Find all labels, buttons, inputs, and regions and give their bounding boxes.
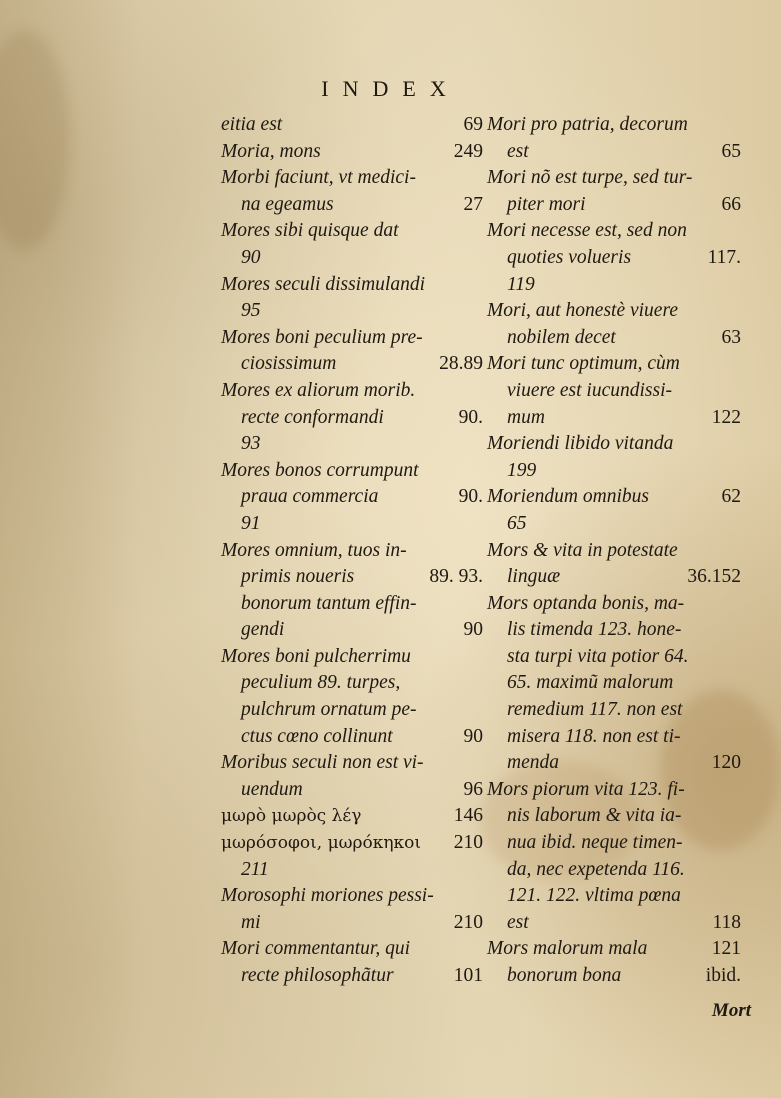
page-reference: 36.152 (687, 566, 741, 588)
page-reference: 146 (453, 805, 483, 827)
entry-text: Morbi faciunt, vt medici- (221, 167, 416, 189)
entry-text: 119 (507, 273, 535, 295)
entry-continuation-line (221, 697, 483, 724)
page-reference: 63 (721, 326, 741, 348)
entry-continuation-line (487, 325, 741, 352)
entry-text: Mors optanda bonis, ma- (487, 592, 685, 614)
entry-headword-line (487, 777, 741, 804)
index-entry (221, 325, 483, 378)
entry-continuation-line (221, 724, 483, 751)
entry-text: viuere est iucundissi- (507, 379, 672, 401)
index-entry (221, 803, 483, 830)
page-reference: 210 (453, 911, 483, 933)
entry-text: remedium 117. non est (507, 699, 683, 721)
entry-text: Mori commentantur, qui (221, 938, 411, 960)
entry-continuation-line (487, 910, 741, 937)
entry-text: Mores boni pulcherrimu (221, 645, 411, 667)
page-reference: 117. (707, 246, 741, 268)
entry-text: Moriendi libido vitanda (487, 433, 674, 455)
entry-headword-line (221, 936, 483, 963)
entry-continuation-line (487, 511, 741, 538)
index-entry (487, 936, 741, 989)
page-reference: 90 (463, 725, 483, 747)
index-entry (487, 538, 741, 591)
entry-text: 93 (241, 433, 261, 455)
index-entry (221, 112, 483, 139)
entry-text: 199 (507, 459, 537, 481)
entry-text: μωρόσοφοι, μωρόκηκοι (221, 833, 422, 854)
entry-text: ciosissimum (241, 353, 337, 375)
entry-text: 65 (507, 512, 527, 534)
entry-continuation-line (487, 670, 741, 697)
entry-text: 65. maximũ malorum (507, 672, 674, 694)
entry-headword-line (487, 538, 741, 565)
entry-continuation-line (221, 777, 483, 804)
entry-continuation-line (487, 245, 741, 272)
entry-continuation-line (221, 564, 483, 591)
entry-text: Mores omnium, tuos in- (221, 539, 407, 561)
entry-continuation-line (487, 617, 741, 644)
entry-continuation-line (487, 857, 741, 884)
entry-headword-line (487, 218, 741, 245)
entry-text: recte conformandi (241, 406, 384, 428)
page-reference: 122 (711, 406, 741, 428)
entry-text: nua ibid. neque timen- (507, 832, 683, 854)
page-reference: 65 (721, 140, 741, 162)
entry-text: 91 (241, 512, 261, 534)
page-reference: 118 (712, 911, 741, 933)
page-reference: 101 (453, 965, 483, 986)
entry-text: na egeamus (241, 193, 334, 215)
entry-text: sta turpi vita potior 64. (507, 645, 689, 667)
entry-headword-line (487, 298, 741, 325)
index-entry (221, 218, 483, 271)
edge-stain (0, 30, 70, 250)
entry-headword-line (487, 431, 741, 458)
entry-text: Morosophi moriones pessi- (221, 885, 434, 907)
entry-headword-line (221, 644, 483, 671)
entry-text: Mors malorum mala (487, 938, 648, 960)
index-entry (221, 750, 483, 803)
index-entry (487, 484, 741, 537)
entry-continuation-line (221, 351, 483, 378)
entry-continuation-line (221, 431, 483, 458)
entry-continuation-line (221, 511, 483, 538)
entry-text: Mores bonos corrumpunt (221, 459, 419, 481)
page-reference: 120 (711, 752, 741, 774)
entry-text: Mors piorum vita 123. fi- (487, 778, 685, 800)
entry-continuation-line (487, 564, 741, 591)
index-entry (221, 165, 483, 218)
entry-text: Mori, aut honestè viuere (487, 300, 678, 322)
entry-headword-line (487, 484, 741, 511)
entry-text: nis laborum & vita ia- (507, 805, 682, 827)
entry-headword-line (221, 830, 483, 857)
entry-headword-line (221, 112, 483, 139)
entry-headword-line (221, 458, 483, 485)
index-entry (221, 936, 483, 989)
entry-headword-line (487, 165, 741, 192)
page-reference: 96 (463, 778, 483, 800)
entry-text: Mores boni peculium pre- (221, 326, 423, 348)
entry-text: gendi (241, 619, 285, 641)
index-column-right (487, 112, 741, 990)
page-reference: 27 (463, 193, 483, 215)
entry-text: Mores ex aliorum morib. (221, 379, 416, 401)
entry-text: quoties volueris (507, 246, 632, 268)
entry-text: 95 (241, 300, 261, 322)
entry-headword-line (221, 165, 483, 192)
entry-text: ctus cœno collinunt (241, 725, 393, 747)
entry-text: Mores seculi dissimulandi (221, 273, 426, 295)
index-entry (487, 165, 741, 218)
entry-headword-line (487, 936, 741, 963)
entry-text: Mors & vita in potestate (487, 539, 678, 561)
entry-text: linguæ (507, 566, 561, 588)
entry-text: μωρὸ μωρὸς λέγ (221, 806, 362, 827)
entry-headword-line (221, 750, 483, 777)
entry-text: Moria, mons (221, 140, 321, 162)
entry-continuation-line (221, 857, 483, 884)
entry-text: menda (507, 752, 559, 774)
entry-text: est (507, 911, 529, 933)
entry-text: 90 (241, 246, 261, 268)
index-entry (487, 591, 741, 777)
entry-continuation-line (487, 750, 741, 777)
entry-text: Mori nõ est turpe, sed tur- (487, 167, 693, 189)
page-header (0, 76, 781, 102)
entry-text: bonorum bona (507, 965, 622, 986)
page-reference: ibid. (705, 965, 741, 986)
entry-continuation-line (221, 484, 483, 511)
entry-text: nobilem decet (507, 326, 616, 348)
page-reference: 210 (453, 832, 483, 854)
page-reference: 249 (453, 140, 483, 162)
entry-text: Moribus seculi non est vi- (221, 752, 424, 774)
page-reference: 28.89 (439, 353, 483, 375)
entry-text: mi (241, 911, 261, 933)
page-reference: 90 (463, 619, 483, 641)
entry-headword-line (221, 325, 483, 352)
entry-headword-line (221, 218, 483, 245)
entry-continuation-line (221, 591, 483, 618)
entry-text: mum (507, 406, 545, 428)
entry-text: 211 (241, 858, 269, 880)
page-reference: 90. (458, 486, 483, 508)
index-entry (221, 538, 483, 644)
entry-continuation-line (487, 405, 741, 432)
entry-text: primis noueris (241, 566, 355, 588)
entry-text: Mori tunc optimum, cùm (487, 353, 680, 375)
entry-continuation-line (221, 617, 483, 644)
entry-text: recte philosophãtur (241, 965, 394, 986)
index-entry (221, 378, 483, 458)
entry-continuation-line (487, 139, 741, 166)
entry-text: lis timenda 123. hone- (507, 619, 682, 641)
page-reference: 69 (463, 114, 483, 135)
entry-headword-line (221, 139, 483, 166)
header-title: INDEX (321, 76, 460, 101)
entry-text: Moriendum omnibus (487, 486, 649, 508)
index-entry (487, 777, 741, 937)
page-reference: 121 (711, 938, 741, 960)
entry-text: est (507, 140, 529, 162)
index-column-left (221, 112, 483, 990)
entry-continuation-line (221, 245, 483, 272)
entry-text: praua commercia (241, 486, 379, 508)
page-reference: 66 (721, 193, 741, 215)
entry-continuation-line (487, 458, 741, 485)
entry-text: pulchrum ornatum pe- (241, 699, 417, 721)
entry-text: da, nec expetenda 116. (507, 858, 685, 880)
entry-continuation-line (221, 192, 483, 219)
entry-continuation-line (487, 644, 741, 671)
page-reference: 62 (721, 486, 741, 508)
index-entry (487, 351, 741, 431)
index-entry (221, 139, 483, 166)
index-entry (221, 272, 483, 325)
index-entry (487, 431, 741, 484)
entry-headword-line (487, 112, 741, 139)
entry-text: Mores sibi quisque dat (221, 220, 399, 242)
entry-text: bonorum tantum effin- (241, 592, 417, 614)
entry-headword-line (487, 351, 741, 378)
entry-continuation-line (487, 378, 741, 405)
entry-continuation-line (487, 963, 741, 990)
entry-headword-line (221, 538, 483, 565)
entry-continuation-line (221, 670, 483, 697)
entry-headword-line (487, 591, 741, 618)
entry-text: peculium 89. turpes, (241, 672, 401, 694)
index-entry (487, 298, 741, 351)
entry-text: 121. 122. vltima pœna (507, 885, 681, 907)
entry-continuation-line (487, 272, 741, 299)
page-reference: 90. (458, 406, 483, 428)
index-entry (221, 458, 483, 538)
entry-text: uendum (241, 778, 303, 800)
entry-text: eitia est (221, 114, 283, 135)
entry-continuation-line (487, 830, 741, 857)
index-entry (221, 883, 483, 936)
entry-continuation-line (487, 883, 741, 910)
page-reference: 89. 93. (429, 566, 483, 588)
entry-continuation-line (221, 405, 483, 432)
catchword: Mort (711, 1000, 751, 1021)
entry-headword-line (221, 272, 483, 299)
entry-continuation-line (221, 298, 483, 325)
entry-continuation-line (221, 963, 483, 990)
entry-continuation-line (487, 724, 741, 751)
entry-continuation-line (221, 910, 483, 937)
entry-continuation-line (487, 192, 741, 219)
entry-text: Mori necesse est, sed non (487, 220, 687, 242)
entry-headword-line (221, 378, 483, 405)
index-entry (221, 644, 483, 750)
entry-text: misera 118. non est ti- (507, 725, 681, 747)
index-entry (487, 112, 741, 165)
entry-continuation-line (487, 803, 741, 830)
entry-headword-line (221, 803, 483, 830)
index-entry (221, 830, 483, 883)
index-entry (487, 218, 741, 298)
entry-text: Mori pro patria, decorum (487, 114, 688, 135)
entry-headword-line (221, 883, 483, 910)
entry-text: piter mori (507, 193, 586, 215)
entry-continuation-line (487, 697, 741, 724)
